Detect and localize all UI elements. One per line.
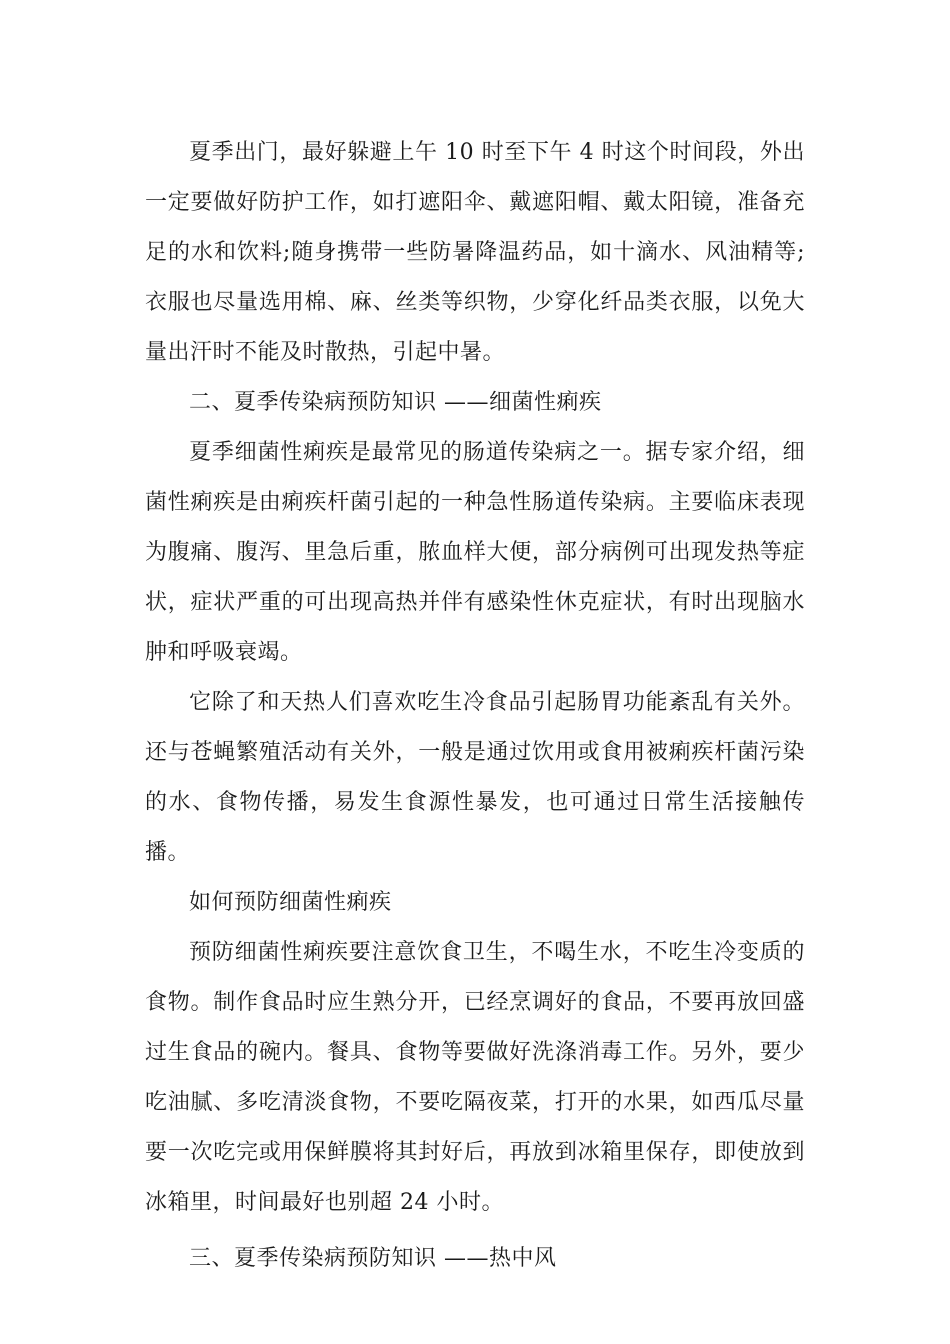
paragraph-dysentery-transmission: 它除了和天热人们喜欢吃生冷食品引起肠胃功能紊乱有关外。还与苍蝇繁殖活动有关外，一般是通过饮用或食用被痢疾杆菌污染的水、食物传播，易发生食源性暴发，也可通过日常生活接触传播。 bbox=[145, 690, 805, 865]
paragraph-summer-outing: 夏季出门，最好躲避上午 10 时至下午 4 时这个时间段，外出一定要做好防护工作，如打遮阳伞、戴遮阳帽、戴太阳镜，准备充足的水和饮料;随身携带一些防暑降温药品，如十滴水、风油精等;衣服也尽量选用棉、麻、丝类等织物，少穿化纤品类衣服，以免大量出汗时不能及时散热，引起中暑。 bbox=[145, 140, 805, 365]
paragraph-dysentery-prevention: 预防细菌性痢疾要注意饮食卫生，不喝生水，不吃生冷变质的食物。制作食品时应生熟分开，已经烹调好的食品，不要再放回盛过生食品的碗内。餐具、食物等要做好洗涤消毒工作。另外，要少吃油腻、多吃清淡食物，不要吃隔夜菜，打开的水果，如西瓜尽量要一次吃完或用保鲜膜将其封好后，再放到冰箱里保存，即使放到冰箱里，时间最好也别超 24 小时。 bbox=[145, 940, 805, 1215]
paragraph-dysentery-intro: 夏季细菌性痢疾是最常见的肠道传染病之一。据专家介绍，细菌性痢疾是由痢疾杆菌引起的一种急性肠道传染病。主要临床表现为腹痛、腹泻、里急后重，脓血样大便，部分病例可出现发热等症状，症状严重的可出现高热并伴有感染性休克症状，有时出现脑水肿和呼吸衰竭。 bbox=[145, 440, 805, 665]
document-body bbox=[145, 128, 805, 1284]
heading-dysentery-prevention: 如何预防细菌性痢疾 bbox=[189, 890, 392, 915]
heading-heat-stroke: 三、夏季传染病预防知识 ——热中风 bbox=[189, 1246, 557, 1271]
heading-dysentery: 二、夏季传染病预防知识 ——细菌性痢疾 bbox=[189, 390, 602, 415]
